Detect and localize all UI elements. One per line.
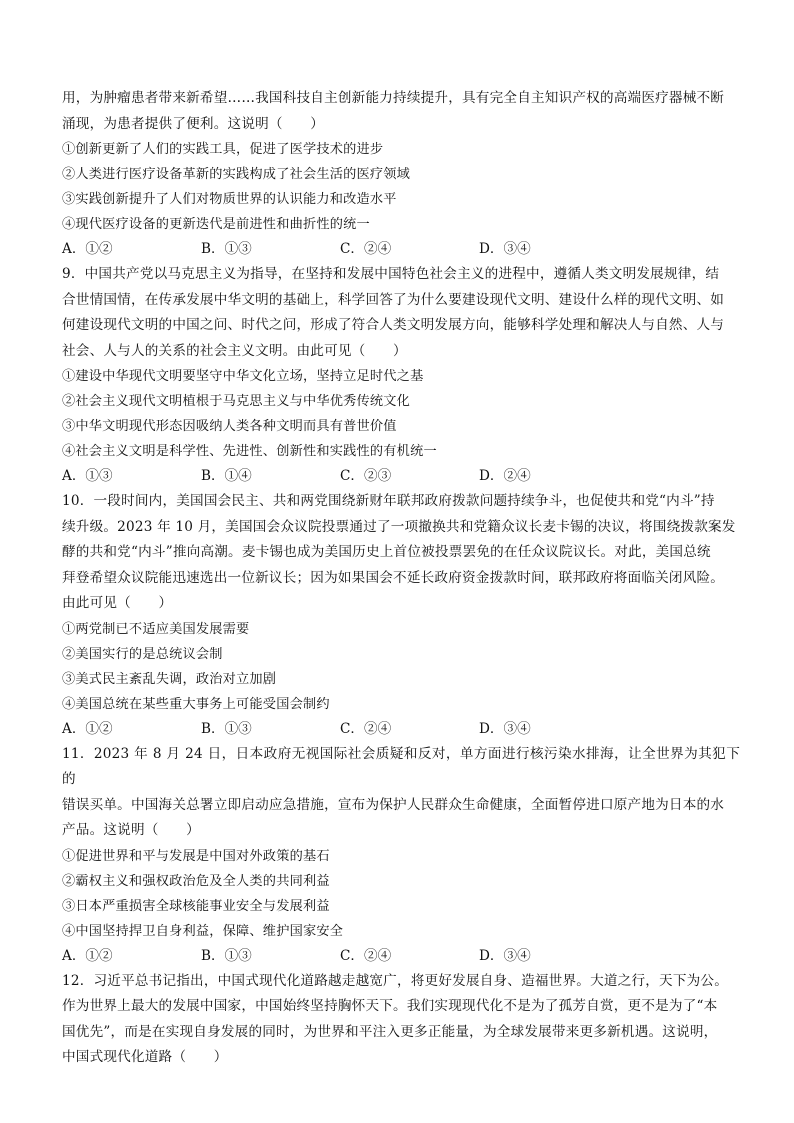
- question-stem-line: 国优先”，而是在实现自身发展的同时，为世界和平注入更多正能量，为全球发展带来更多新机遇。这说明，: [62, 1023, 718, 1040]
- question-stem-line: 产品。这说明（ ）: [62, 822, 200, 838]
- choice-a: A．①②: [62, 947, 113, 964]
- question-stem-line: 作为世界上最大的发展中国家，中国始终坚持胸怀天下。我们实现现代化不是为了孤芳自赏，更不是为了“本: [62, 998, 718, 1014]
- choice-b: B．①③: [201, 241, 252, 257]
- question-stem-line: 由此可见（ ）: [62, 595, 173, 611]
- answer-choices: [62, 464, 740, 489]
- choice-d: D．③④: [479, 241, 531, 257]
- statement-option: ④中国坚持捍卫自身利益，保障、维护国家安全: [62, 923, 344, 939]
- question-stem-line: 11．2023 年 8 月 24 日，日本政府无视国际社会质疑和反对，单方面进行核污染水排海，让全世界为其犯下的: [62, 745, 740, 787]
- question-stem-line: 9．中国共产党以马克思主义为指导，在坚持和发展中国特色社会主义的进程中，遵循人类文明发展规律，结: [62, 266, 720, 282]
- choice-c: C．②③: [340, 468, 392, 484]
- question-stem-line: 酵的共和党“内斗”推向高潮。麦卡锡也成为美国历史上首位被投票罢免的在任众议院议长。对此，美国总统: [62, 544, 711, 560]
- choice-d: D．③④: [479, 947, 531, 964]
- answer-choices: [62, 237, 740, 262]
- question-stem-line: 何建设现代文明的中国之问、时代之问，形成了符合人类文明发展方向，能够科学处理和解决人与自然、人与: [62, 317, 725, 333]
- choice-c: C．②④: [340, 720, 392, 737]
- statement-option: ②霸权主义和强权政治危及全人类的共同利益: [62, 873, 330, 889]
- question-stem-line: 社会、人与人的关系的社会主义文明。由此可见（ ）: [62, 342, 407, 359]
- statement-option: ①促进世界和平与发展是中国对外政策的基石: [62, 848, 330, 864]
- statement-option: ③日本严重损害全球核能事业安全与发展利益: [62, 898, 330, 914]
- statement-option: ①两党制已不适应美国发展需要: [62, 621, 250, 637]
- statement-option: ①建设中华现代文明要坚守中华文化立场，坚持立足时代之基: [62, 369, 424, 384]
- statement-option: ③美式民主紊乱失调，政治对立加剧: [62, 671, 277, 687]
- question-11: [62, 742, 740, 969]
- statement-option: ④现代医疗设备的更新迭代是前进性和曲折性的统一: [62, 217, 370, 232]
- question-10: [62, 489, 740, 742]
- choice-b: B．①④: [201, 468, 252, 484]
- choice-d: D．②④: [479, 468, 531, 484]
- question-12: [62, 969, 740, 1071]
- choice-b: B．①③: [201, 947, 252, 964]
- question-stem-line: 合世情国情，在传承发展中华文明的基础上，科学回答了为什么要建设现代文明、建设什么样的现代文明、如: [62, 291, 725, 308]
- statement-option: ①创新更新了人们的实践工具，促进了医学技术的进步: [62, 142, 384, 157]
- question-stem-line: 涌现，为患者提供了便利。这说明（ ）: [62, 115, 325, 132]
- statement-option: ③实践创新提升了人们对物质世界的认识能力和改造水平: [62, 192, 397, 207]
- choice-a: A．①②: [62, 720, 113, 737]
- choice-c: C．②④: [340, 947, 392, 964]
- statement-option: ④美国总统在某些重大事务上可能受国会制约: [62, 696, 330, 712]
- statement-option: ③中华文明现代形态因吸纳人类各种文明而具有普世价值: [62, 419, 397, 434]
- answer-choices: [62, 717, 740, 742]
- choice-d: D．③④: [479, 720, 531, 737]
- statement-option: ②社会主义现代文明植根于马克思主义与中华优秀传统文化: [62, 394, 411, 409]
- exam-page: [62, 86, 740, 1071]
- answer-choices: [62, 944, 740, 969]
- choice-c: C．②④: [340, 241, 392, 257]
- question-stem-line: 12．习近平总书记指出，中国式现代化道路越走越宽广，将更好发展自身、造福世界。大道之行，天下为公。: [62, 972, 728, 989]
- question-8: [62, 86, 740, 262]
- question-stem-line: 中国式现代化道路（ ）: [62, 1049, 228, 1065]
- question-stem-line: 续升级。2023 年 10 月，美国国会众议院投票通过了一项撤换共和党籍众议长麦卡锡的决议，将围绕拨款案发: [62, 518, 736, 535]
- question-stem-line: 拜登希望众议院能迅速选出一位新议长；因为如果国会不延长政府资金拨款时间，联邦政府将面临关闭风险。: [62, 569, 725, 586]
- question-9: [62, 262, 740, 489]
- statement-option: ②美国实行的是总统议会制: [62, 646, 223, 662]
- statement-option: ④社会主义文明是科学性、先进性、创新性和实践性的有机统一: [62, 444, 437, 459]
- statement-option: ②人类进行医疗设备革新的实践构成了社会生活的医疗领域: [62, 167, 411, 182]
- question-stem-line: 用，为肿瘤患者带来新希望……我国科技自主创新能力持续提升，具有完全自主知识产权的高端医疗器械不断: [62, 90, 725, 106]
- choice-b: B．①③: [201, 720, 252, 737]
- question-stem-line: 10．一段时间内，美国国会民主、共和两党围绕新财年联邦政府拨款问题持续争斗，也促使共和党“内斗”持: [62, 493, 715, 509]
- choice-a: A．①③: [62, 468, 113, 484]
- question-stem-line: 错误买单。中国海关总署立即启动应急措施，宣布为保护人民群众生命健康，全面暂停进口原产地为日本的水: [62, 796, 725, 813]
- choice-a: A．①②: [62, 241, 113, 257]
